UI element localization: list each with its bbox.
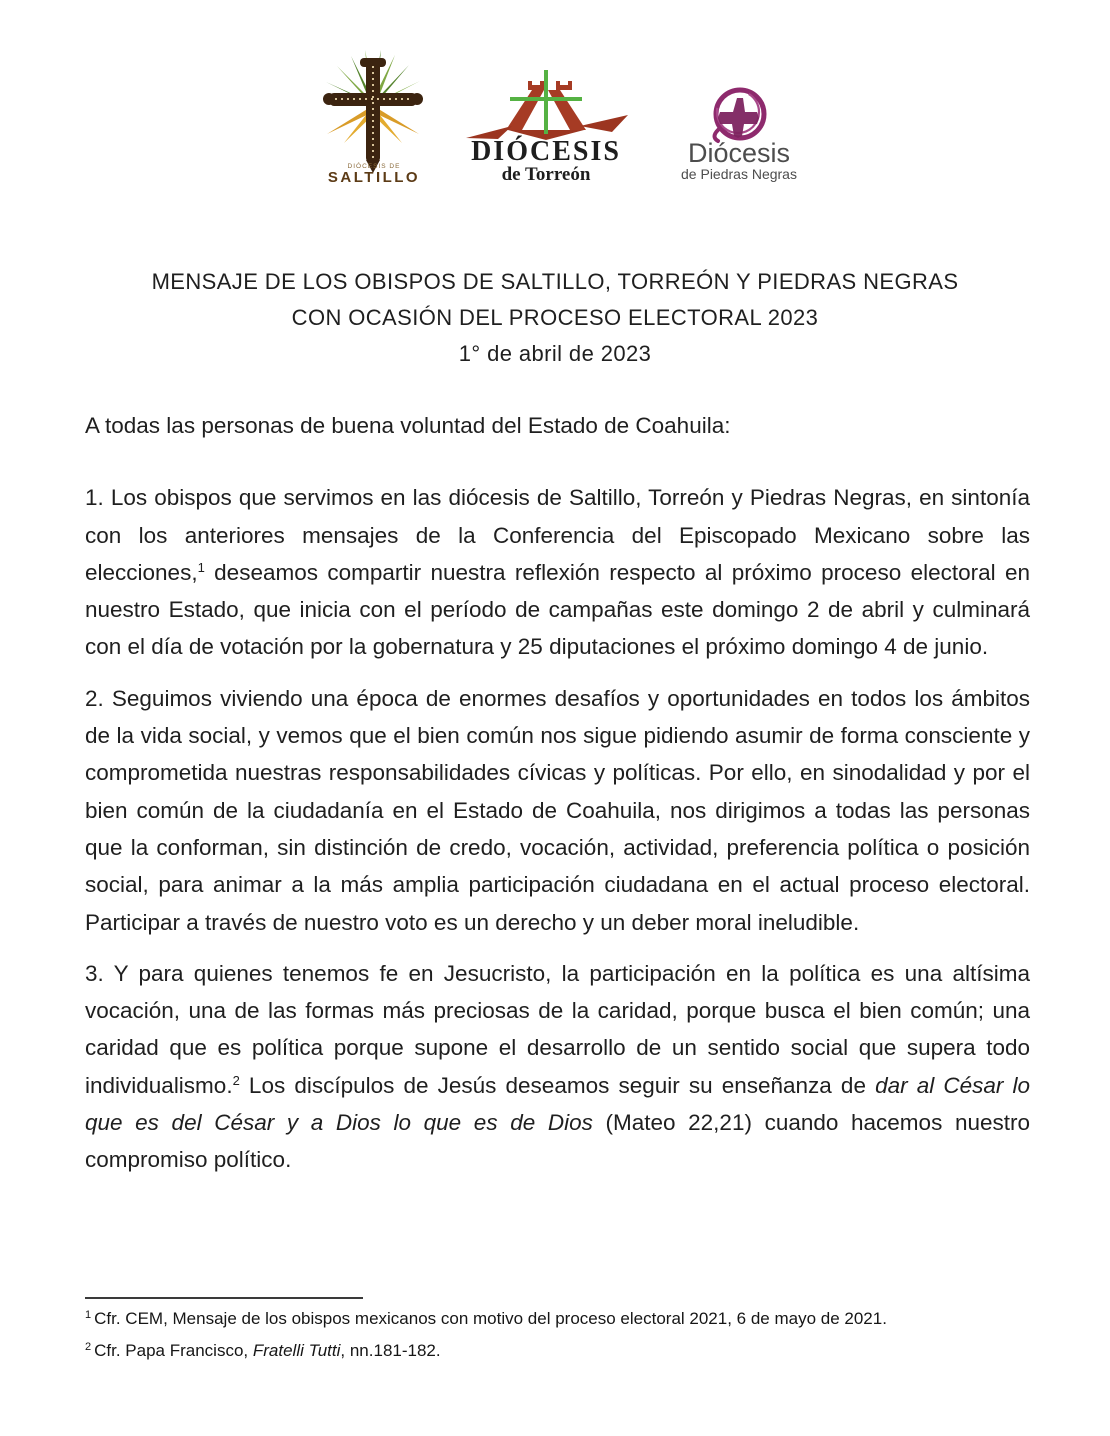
paragraph-2: 2. Seguimos viviendo una época de enormes desafíos y oportunidades en todos los ámbitos de la vida social, y vemos que el bien común nos sigue pidiendo asumir de forma consciente y comprometida nuestras responsabilidades cívicas y políticas. Por ello, en sinodalidad y por el bien común de la ciudadanía en el Estado de Coahuila, nos dirigimos a todas las personas que la conforman, sin distinción de credo, vocación, actividad, preferencia política o posición social, para animar a la más amplia participación ciudadana en el actual proceso electoral. Participar a través de nuestro voto es un derecho y un deber moral ineludible.: [85, 685, 1030, 935]
piedras-negras-ring-cross-icon: [664, 82, 814, 182]
torreon-towers-icon: [456, 70, 636, 184]
diocesis-saltillo-logo: [313, 46, 435, 189]
paragraph-1: [85, 479, 1030, 665]
document-body: [85, 407, 1030, 1179]
title-line-1: MENSAJE DE LOS OBISPOS DE SALTILLO, TORREÓN Y PIEDRAS NEGRAS: [151, 269, 959, 294]
footnote-1: [85, 1303, 1045, 1335]
saltillo-caption-big: SALTILLO: [327, 169, 421, 184]
footnote-2-text-b: , nn.181-182.: [340, 1341, 441, 1360]
footnote-separator-rule: [85, 1297, 363, 1299]
saltillo-caption-small: DIÓCESIS DE: [347, 163, 401, 170]
footnote-ref-1: 1: [197, 559, 205, 575]
torreon-caption-big: DIÓCESIS: [471, 136, 621, 167]
footnote-ref-2: 2: [232, 1072, 240, 1088]
diocesis-piedras-negras-logo: [664, 82, 814, 187]
document-title: [60, 264, 1050, 372]
footnotes-section: [85, 1297, 1045, 1367]
footnote-2-number: 2: [85, 1341, 92, 1353]
diocesis-torreon-logo: [456, 70, 636, 189]
paragraph-1-text-a: 1. Los obispos que servimos en las diócesis de Saltillo, Torreón y Piedras Negras, en sintonía con los anteriores mensajes de la Conferencia del Episcopado Mexicano sobre las elecciones,: [85, 485, 1030, 585]
saltillo-cross-icon: [313, 46, 435, 184]
paragraph-3: [85, 955, 1030, 1179]
paragraph-1-text-b: deseamos compartir nuestra reflexión respecto al próximo proceso electoral en nuestro Estado, que inicia con el período de campañas este domingo 2 de abril y culminará con el día de votación por la gobernatura y 25 diputaciones el próximo domingo 4 de junio.: [85, 559, 1030, 660]
paragraph-3-text-a: 3. Y para quienes tenemos fe en Jesucristo, la participación en la política es una altísima vocación, una de las formas más preciosas de la caridad, porque busca el bien común; una caridad que es política porque supone el desarrollo de un sentido social que supera todo individualismo.: [85, 960, 1030, 1098]
footnote-1-text: Cfr. CEM, Mensaje de los obispos mexicanos con motivo del proceso electoral 2021, 6 de mayo de 2021.: [94, 1309, 887, 1328]
footnote-2-work-title: Fratelli Tutti: [252, 1341, 341, 1360]
piedras-caption-big: Diócesis: [687, 138, 791, 168]
paragraph-3-scripture-quote: dar al César lo que es del César y a Dios lo que es de Dios: [85, 1072, 1030, 1136]
paragraph-3-text-c: (Mateo 22,21) cuando hacemos nuestro compromiso político.: [85, 1110, 1030, 1173]
footnote-2: [85, 1335, 1045, 1367]
title-line-2: CON OCASIÓN DEL PROCESO ELECTORAL 2023: [291, 305, 819, 330]
footnote-2-text-a: Cfr. Papa Francisco,: [94, 1341, 253, 1360]
salutation-line: A todas las personas de buena voluntad del Estado de Coahuila:: [85, 413, 731, 438]
diocese-logos-header: [0, 0, 1110, 200]
piedras-caption-small: de Piedras Negras: [681, 166, 797, 182]
title-line-3-date: 1° de abril de 2023: [458, 341, 652, 366]
torreon-caption-small: de Torreón: [501, 164, 591, 184]
footnote-1-number: 1: [85, 1309, 92, 1321]
paragraph-3-text-b: Los discípulos de Jesús deseamos seguir su enseñanza de: [239, 1072, 876, 1098]
